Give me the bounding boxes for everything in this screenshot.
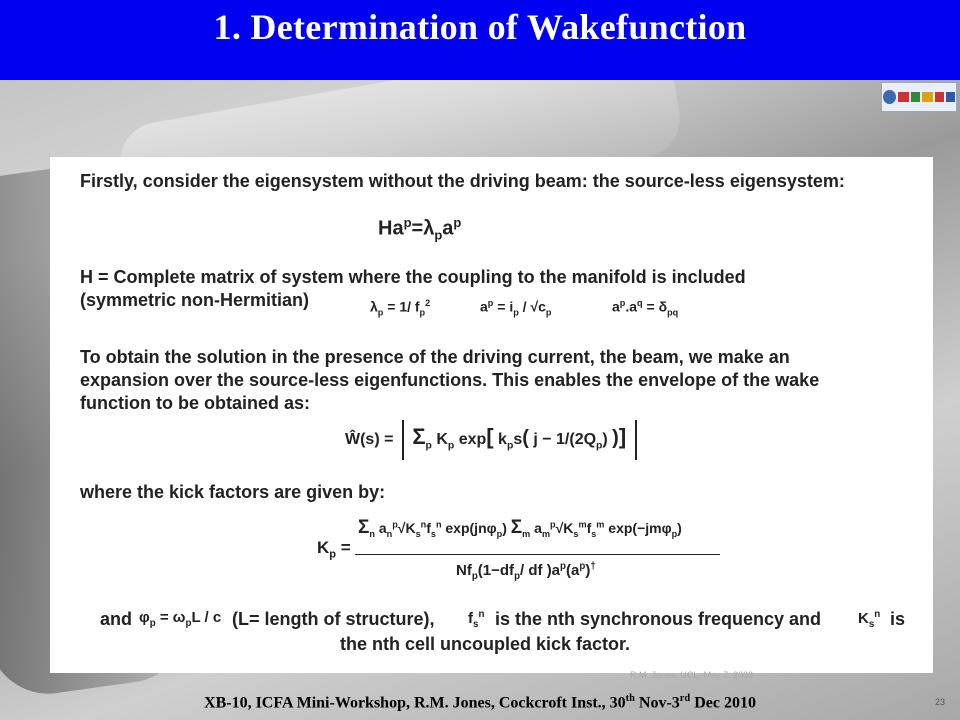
last-line2: the nth cell uncoupled kick factor.: [340, 634, 631, 654]
kick-numerator: $\Sigma_n$ $a_n^p√K_s^nf_s^n$ exp(jnφ$_p$) $\Sigma_m$ $a_m^p√K_s^mf_s^m$ exp(−jmφ$_p$): [358, 517, 682, 539]
title-bar: [0, 0, 960, 80]
footer-text: XB-10, ICFA Mini-Workshop, R.M. Jones, Cockcroft Inst., 30th Nov-3rd Dec 2010: [204, 693, 756, 712]
delta-equation: $a^p.a^q = \delta_{pq}$: [612, 298, 679, 318]
lambda-equation: $\lambda_p = 1/$ $f_p^2$: [370, 298, 431, 318]
last-line1-structure: (L= length of structure),: [232, 609, 435, 629]
eigen-equation: $Ha^p=\lambda_pa^p$: [378, 215, 462, 243]
ks-symbol: $K_s^n$: [858, 609, 881, 630]
h-definition-line1: H = Complete matrix of system where the coupling to the manifold is included: [80, 267, 746, 287]
workshop-logo: [881, 82, 957, 112]
paragraph-line2: expansion over the source-less eigenfunctions. This enables the envelope of the wake: [80, 370, 820, 390]
last-line1-is: is: [890, 609, 906, 629]
kick-intro-text: where the kick factors are given by:: [80, 482, 386, 502]
paragraph-line3: function to be obtained as:: [80, 393, 310, 413]
h-definition-line2: (symmetric non-Hermitian): [80, 290, 310, 310]
a-equation: $a^p = i_p / √c_p$: [480, 298, 552, 318]
faint-reference: R.M. Jones, UCL, May 7, 2003: [630, 670, 754, 680]
phi-equation: $\varphi_p = \omega_pL / c$: [139, 609, 222, 629]
last-line1-freq: is the nth synchronous frequency and: [495, 609, 822, 629]
content-panel: [50, 157, 933, 673]
fs-symbol: $f_s^n$: [468, 609, 485, 630]
wake-equation: Ŵ(s) = $\Sigma_p$ $K_p$ exp[ $k_ps$( $j - 1/(2Q_p)$ )]: [345, 420, 637, 460]
fraction-line: [355, 554, 720, 555]
page-number: 23: [935, 697, 946, 707]
paragraph-line1: To obtain the solution in the presence of the driving current, the beam, we make an: [80, 347, 790, 367]
kick-lhs: $K_p$ =: [317, 538, 351, 561]
kick-denominator: $Nf_p(1-df_p/$ df )$a^p(a^p)^\dagger$: [456, 561, 596, 582]
last-line1-and: and: [100, 609, 133, 629]
slide-title: 1. Determination of Wakefunction: [213, 7, 747, 47]
intro-text: Firstly, consider the eigensystem without the driving beam: the source-less eigensystem:: [80, 171, 845, 191]
